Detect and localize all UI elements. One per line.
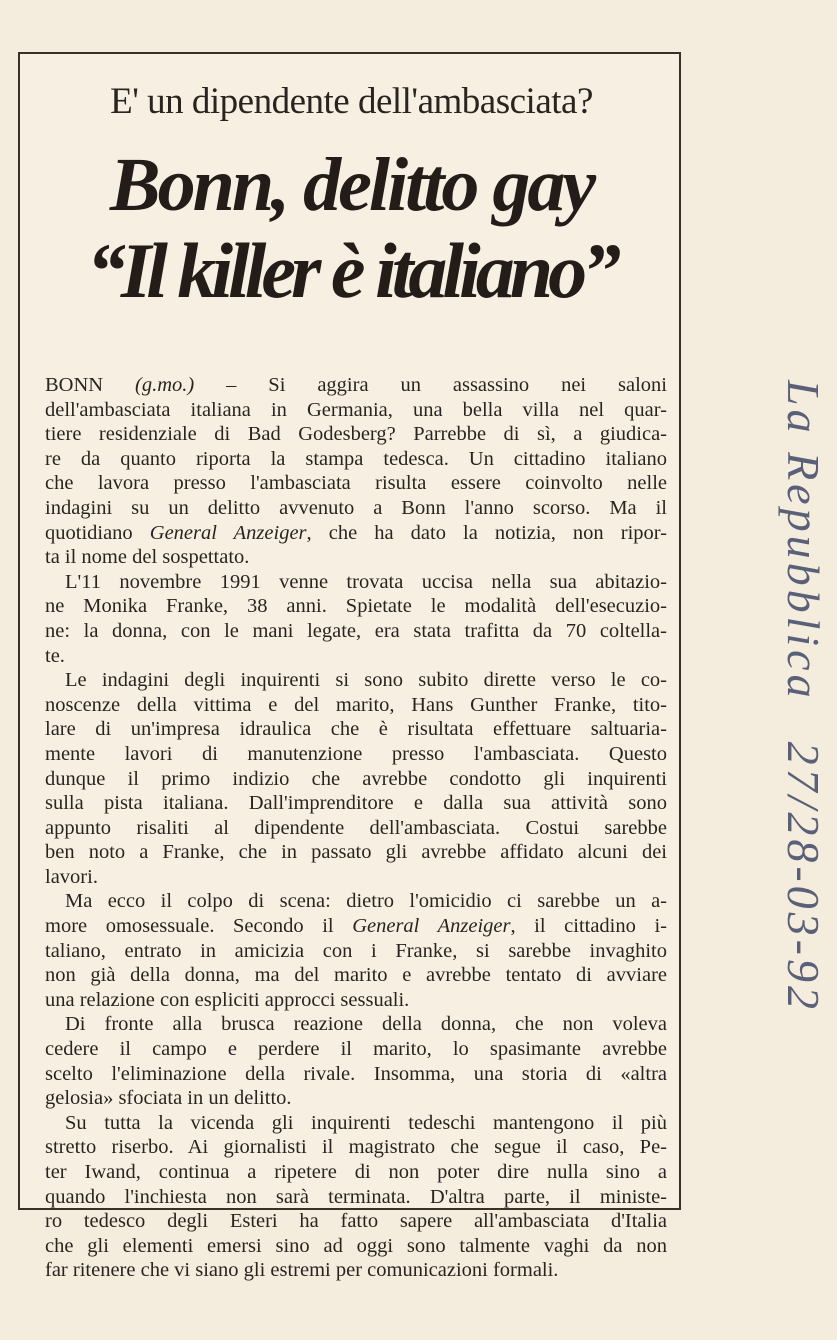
line-text: che lavora presso l'ambasciata risulta essere coinvolto nelle — [45, 472, 667, 495]
article-body — [45, 373, 667, 1283]
paragraph — [45, 668, 667, 889]
line-text: more omosessuale. Secondo il — [45, 915, 353, 938]
text-line — [45, 398, 667, 423]
text-line — [45, 1111, 667, 1136]
handwritten-source: La Repubblica — [778, 380, 829, 702]
paragraph — [45, 373, 667, 570]
line-text: quotidiano — [45, 521, 150, 544]
newspaper-name: General Anzeiger — [149, 521, 307, 544]
line-text: – Si aggira un assassino nei saloni — [194, 374, 668, 396]
line-text: mente lavori di manutenzione presso l'ambasciata. Questo — [45, 742, 667, 765]
text-line — [45, 521, 667, 546]
text-line — [45, 816, 667, 841]
line-text: taliano, entrato in amicizia con i Franke, si sarebbe invaghito — [45, 939, 667, 962]
text-line — [45, 1086, 667, 1111]
text-line — [45, 422, 667, 447]
headline-line-2: “Il killer è italiano” — [86, 227, 617, 314]
dateline: BONN — [45, 374, 104, 396]
paragraph — [45, 889, 667, 1012]
line-text: una relazione con espliciti approcci sessuali. — [45, 988, 410, 1011]
paragraph — [45, 1111, 667, 1283]
paragraph — [45, 570, 667, 668]
kicker: E' un dipendente dell'ambasciata? — [110, 81, 593, 122]
text-line — [45, 791, 667, 816]
text-line — [45, 963, 667, 988]
text-line — [45, 570, 667, 595]
text-line — [45, 619, 667, 644]
line-text: , che ha dato la notizia, non ripor- — [306, 521, 668, 544]
text-line — [45, 1037, 667, 1062]
text-line — [45, 1258, 667, 1283]
text-line — [45, 693, 667, 718]
text-line — [45, 742, 667, 767]
text-line — [45, 644, 667, 669]
line-text: quando l'inchiesta non sarà terminata. D'altra parte, il ministe- — [45, 1185, 667, 1208]
line-text: cedere il campo e perdere il marito, lo spasimante avrebbe — [45, 1038, 667, 1061]
line-text: re da quanto riporta la stampa tedesca. Un cittadino italiano — [45, 447, 667, 470]
text-line — [45, 545, 667, 570]
byline: (g.mo.) — [135, 374, 195, 396]
paragraph — [45, 1012, 667, 1110]
line-text: ter Iwand, continua a ripetere di non poter dire nulla sino a — [45, 1161, 667, 1183]
line-text: far ritenere che vi siano gli estremi per comunicazioni formali. — [45, 1259, 559, 1282]
line-text: tiere residenziale di Bad Godesberg? Parrebbe di sì, a giudica- — [45, 423, 667, 446]
line-text: scelto l'eliminazione della rivale. Insomma, una storia di «altra — [45, 1062, 667, 1085]
text-line — [45, 373, 667, 398]
text-line — [45, 865, 667, 890]
text-line — [45, 889, 667, 914]
line-text: L'11 novembre 1991 venne trovata uccisa nella sua abitazio- — [65, 570, 667, 593]
text-line — [45, 1209, 667, 1234]
line-text: ne Monika Franke, 38 anni. Spietate le modalità dell'esecuzio- — [45, 595, 667, 618]
line-text: noscenze della vittima e del marito, Hans Gunther Franke, tito- — [45, 693, 667, 716]
line-text: te. — [45, 644, 65, 667]
line-text: indagini su un delitto avvenuto a Bonn l'anno scorso. Ma il — [45, 496, 667, 519]
line-text: lavori. — [45, 865, 98, 888]
line-text: Ma ecco il colpo di scena: dietro l'omicidio ci sarebbe un a- — [65, 890, 667, 913]
line-text: che gli elementi emersi sino ad oggi sono talmente vaghi da non — [45, 1234, 667, 1257]
text-line — [45, 914, 667, 939]
line-text: non già della donna, ma del marito e avrebbe tentato di avviare — [45, 964, 667, 987]
text-line — [45, 840, 667, 865]
line-text: Su tutta la vicenda gli inquirenti tedeschi mantengono il più — [65, 1111, 667, 1134]
text-line — [45, 1234, 667, 1259]
text-line — [45, 717, 667, 742]
line-text: ta il nome del sospettato. — [45, 546, 250, 569]
text-line — [45, 767, 667, 792]
headline-line-1: Bonn, delitto gay — [109, 143, 594, 227]
line-text: dell'ambasciata italiana in Germania, una bella villa nel quar- — [45, 398, 667, 421]
text-line — [45, 471, 667, 496]
text-line — [45, 668, 667, 693]
text-line — [45, 1062, 667, 1087]
line-text: ne: la donna, con le mani legate, era stata trafitta da 70 coltella- — [45, 619, 667, 642]
line-text: appunto risaliti al dipendente dell'ambasciata. Costui sarebbe — [45, 816, 667, 839]
text-line — [45, 1012, 667, 1037]
text-line — [45, 496, 667, 521]
text-line — [45, 1135, 667, 1160]
text-line — [45, 1160, 667, 1185]
line-text: Di fronte alla brusca reazione della donna, che non voleva — [65, 1013, 667, 1036]
line-text: sulla pista italiana. Dall'imprenditore e dalla sua attività sono — [45, 792, 667, 815]
newspaper-name: General Anzeiger — [352, 915, 511, 938]
line-text: Le indagini degli inquirenti si sono subito dirette verso le co- — [65, 669, 667, 692]
text-line — [45, 594, 667, 619]
newspaper-clipping — [18, 52, 681, 1282]
text-line — [45, 447, 667, 472]
line-text: lare di un'impresa idraulica che è risultata effettuare saltuaria- — [45, 718, 667, 741]
line-text: stretto riserbo. Ai giornalisti il magistrato che segue il caso, Pe- — [45, 1136, 667, 1159]
line-text: , il cittadino i- — [510, 915, 667, 938]
text-line — [45, 988, 667, 1013]
line-text: gelosia» sfociata in un delitto. — [45, 1087, 292, 1110]
text-line — [45, 1185, 667, 1210]
line-text: dunque il primo indizio che avrebbe condotto gli inquirenti — [45, 767, 667, 790]
handwritten-annotation — [777, 380, 830, 1013]
text-line — [45, 939, 667, 964]
handwritten-date: 27/28-03-92 — [778, 741, 829, 1013]
line-text: ben noto a Franke, che in passato gli avrebbe affidato alcuni dei — [45, 841, 667, 864]
line-text: ro tedesco degli Esteri ha fatto sapere all'ambasciata d'Italia — [45, 1210, 667, 1233]
